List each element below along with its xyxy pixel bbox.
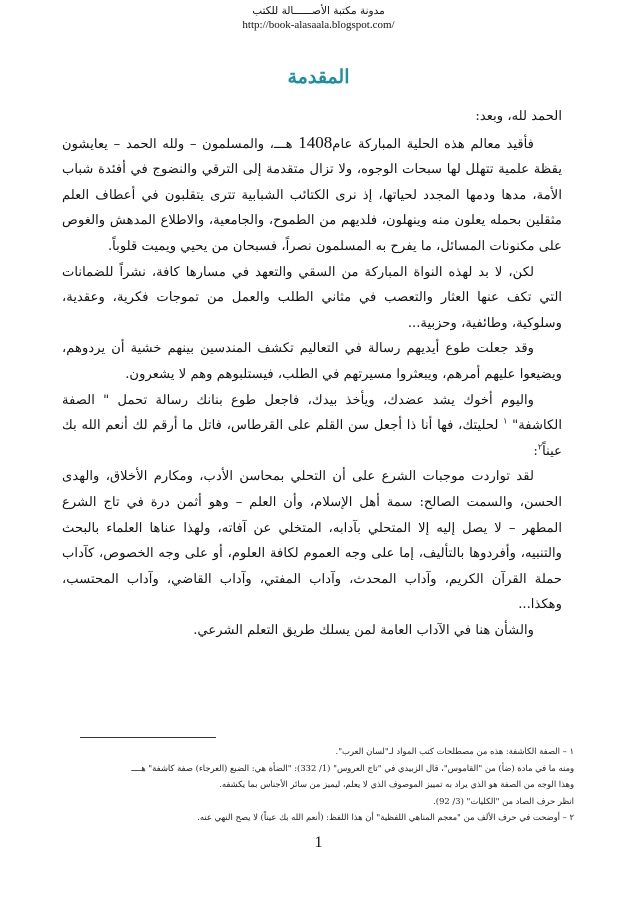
paragraph: لكن، لا بد لهذه النواة المباركة من السقي والتعهد في مسارها كافة، نشراً للضمانات التي تكف عنها العثار والتعصب في مثاني الطلب والعمل من تموجات فكرية، وعقدية، وسلوكية، وطائفية، وحزبية... (62, 264, 562, 331)
paragraph-opening: الحمد لله، وبعد: (475, 109, 562, 124)
paragraph-text: هـــ، والمسلمون – ولله الحمد – يعايشون يقظة علمية تتهلل لها سبحات الوجوه، ولا تزال متقدمة إلى الترقي والنضوج في أفئدة شباب الأمة، مدها ودمها المجدد لحياتها، إذ نرى الكتائب الشبابية تترى يتقلبون في أعطاف العلم مثقلين بحمله يعلون منه وينهلون، فلديهم من الطموح، والجامعية، والاطلاع المدهش والغوص على مكنونات المسائل، ما يفرح به المسلمون نصراً، فسبحان من يحيي ويميت قلوباً. (62, 136, 562, 254)
footnote-line: انظر حرف الصاد من "الكليات" (3/ 92). (433, 795, 574, 806)
footnote-marker-2[interactable]: ٢ (537, 442, 543, 452)
page-header (0, 4, 637, 32)
page-title: المقدمة (287, 66, 350, 88)
page-number: 1 (314, 834, 323, 851)
footnote-divider (80, 737, 216, 738)
paragraph-text: لحليتك، فها أنا ذا أجعل سن القلم على القرطاس، فاتل ما أرقم لك أنعم الله بك عيناً (62, 418, 562, 459)
paragraph: وقد جعلت طوع أيديهم رسالة في التعاليم تكشف المندسين بينهم خشية أن يردوهم، ويضيعوا عليهم أمرهم، ويبعثروا مسيرتهم في الطلب، فيستلبوهم وهم لا يشعرون. (62, 341, 562, 382)
footnote-line: ومنه ما في مادة (ضأ) من "القاموس"، قال الزبيدي في "تاج العروس" (1/ 332): "الضأة هي: الضبع (العرجاء) صفة كاشفة" هــــ (131, 762, 574, 773)
paragraph-text: : (533, 443, 538, 459)
paragraph: والشأن هنا في الآداب العامة لمن يسلك طريق التعلم الشرعي. (193, 622, 534, 638)
footnote-line: ١ – الصفة الكاشفة: هذه من مصطلحات كتب المواد لـ"لسان العرب". (335, 746, 574, 756)
footnotes (62, 743, 574, 826)
paragraph-text: فأقيد معالم هذه الحلية المباركة عام (332, 136, 534, 152)
paragraph: لقد تواردت موجبات الشرع على أن التحلي بمحاسن الأدب، ومكارم الأخلاق، والهدى الحسن، والسمت الصالح: سمة أهل الإسلام، وأن العلم – وهو أثمن درة في تاج الشرع المطهر – لا يصل إليه إلا المتحلي بآدابه، المتخلي عن آفاته، ولهذا عناها العلماء بالبحث والتنبيه، وأفردوها بالتأليف، إما على وجه العموم لكافة العلوم، أو على وجه الخصوص، كآداب حملة القرآن الكريم، وآداب المحدث، وآداب المفتي، وآداب القاضي، وآداب المحتسب، وهكذا... (62, 469, 562, 613)
paragraph (62, 388, 562, 465)
year-number: 1408 (298, 132, 333, 152)
paragraph-text: واليوم أخوك يشد عضدك، ويأخذ بيدك، فاجعل طوع بنانك رسالة تحمل " الصفة الكاشفة" (62, 392, 562, 434)
blog-name: مدونة مكتبة الأصــــــالة للكتب (252, 5, 385, 17)
footnote-line: ٢ – أوضحت في حرف الألف من "معجم المناهي اللفظية" أن هذا اللفظ: (أنعم الله بك عيناً) لا يصح النهي عنه. (197, 812, 574, 822)
blog-url[interactable]: http://book-alasaala.blogspot.com/ (242, 19, 395, 31)
document-body (62, 104, 562, 643)
footnote-marker-1[interactable]: ١ (503, 416, 508, 426)
paragraph (62, 130, 562, 260)
footnote-line: وهذا الوجه من الصفة هو الذي يراد به تمييز الموصوف الذي لا يعلم، ليميز من سائر الأجناس بما يكشفه. (219, 779, 574, 789)
